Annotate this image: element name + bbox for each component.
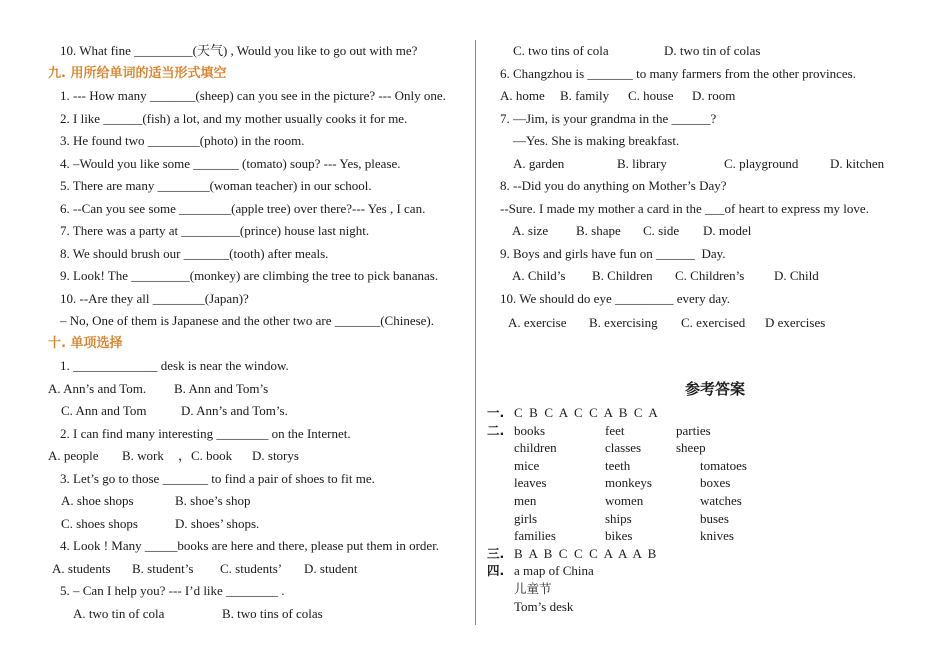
option: A. people — [48, 448, 99, 463]
option: D. Child — [774, 268, 819, 283]
answer-label: 四. — [487, 563, 505, 579]
answer-word: classes — [605, 440, 642, 456]
answer-text: a map of China — [514, 563, 594, 579]
answer-word: leaves — [514, 475, 547, 491]
options-row — [500, 85, 910, 108]
option: D exercises — [765, 315, 826, 330]
question-line: 5. There are many ________(woman teacher) in our school. — [60, 178, 372, 193]
option: D. storys — [252, 448, 299, 463]
answer-word: buses — [700, 510, 729, 526]
answer-row — [487, 562, 910, 580]
option: D. room — [692, 88, 736, 103]
option: C. house — [628, 88, 674, 103]
options-row — [48, 513, 468, 536]
option: A. size — [512, 223, 549, 238]
answer-text: 儿童节 — [514, 580, 552, 596]
option: B. shoe’s shop — [175, 493, 251, 508]
answer-word: children — [514, 440, 557, 456]
option: C. two tins of cola — [513, 43, 609, 58]
option: B. Ann and Tom’s — [174, 380, 269, 396]
section-10-title: 十. 单项选择 — [48, 335, 123, 351]
question-line: 7. —Jim, is your grandma in the ______? — [500, 110, 717, 126]
option: A. shoe shops — [61, 493, 134, 508]
answer-word: knives — [700, 528, 734, 544]
answer-word: women — [605, 492, 644, 508]
options-row — [48, 558, 468, 581]
question-line: 2. I can find many interesting ________ on the Internet. — [60, 425, 351, 441]
answer-row — [487, 598, 910, 616]
option: B. exercising — [589, 315, 658, 330]
column-divider — [475, 40, 476, 625]
question-line: 6. --Can you see some ________(apple tree) over there?--- Yes , I can. — [60, 200, 426, 216]
answer-label: 三. — [487, 545, 505, 561]
answer-word: mice — [514, 457, 540, 473]
answer-word: families — [514, 528, 556, 544]
option: B. work — [122, 448, 164, 463]
option: D. Ann’s and Tom’s. — [181, 403, 288, 418]
option: C. playground — [724, 155, 799, 171]
answer-word: teeth — [605, 457, 631, 473]
question-line: 3. Let’s go to those _______ to find a pair of shoes to fit me. — [60, 470, 375, 486]
answer-key — [487, 404, 910, 615]
option: C. side — [643, 223, 680, 238]
answer-word: books — [514, 422, 546, 438]
right-column — [487, 40, 910, 615]
options-row — [500, 265, 910, 288]
option: A. Child’s — [512, 268, 566, 283]
section-9-title: 九. 用所给单词的适当形式填空 — [48, 65, 227, 81]
question-line: —Yes. She is making breakfast. — [513, 133, 680, 148]
option: D. shoes’ shops. — [175, 515, 260, 531]
question-line: 6. Changzhou is _______ to many farmers from the other provinces. — [500, 65, 856, 81]
question-line: 5. – Can I help you? --- I’d like ________ . — [60, 583, 285, 598]
answer-row — [487, 527, 910, 545]
question-line: --Sure. I made my mother a card in the ___of heart to express my love. — [500, 200, 869, 216]
options-row — [500, 153, 910, 176]
option: A. students — [52, 560, 111, 576]
answer-row — [487, 404, 910, 422]
answer-word: tomatoes — [700, 457, 747, 473]
options-row — [48, 490, 468, 513]
answer-label: 一. — [487, 405, 505, 420]
answer-word: monkeys — [605, 475, 652, 491]
left-column — [48, 40, 468, 625]
options-row — [48, 378, 468, 401]
answer-row — [487, 422, 910, 440]
answer-row — [487, 457, 910, 475]
question-line: – No, One of them is Japanese and the other two are _______(Chinese). — [60, 313, 435, 328]
question-line: 10. --Are they all ________(Japan)? — [60, 290, 249, 306]
options-row — [48, 603, 468, 626]
question-line: 4. –Would you like some _______ (tomato) soup? --- Yes, please. — [60, 155, 401, 171]
answer-word: bikes — [605, 528, 633, 544]
answer-word: ships — [605, 510, 632, 526]
answer-word: boxes — [700, 475, 731, 491]
question-line: 7. There was a party at _________(prince) house last night. — [60, 223, 370, 238]
answer-row — [487, 439, 910, 457]
question-line: 2. I like ______(fish) a lot, and my mother usually cooks it for me. — [60, 110, 408, 126]
option: A. Ann’s and Tom. — [48, 380, 147, 396]
answer-text: C B C A C C A B C A — [514, 405, 658, 420]
option: B. two tins of colas — [222, 605, 323, 621]
answer-row — [487, 580, 910, 598]
option: C. Ann and Tom — [61, 403, 147, 418]
answer-text: Tom’s desk — [514, 598, 574, 614]
option: A. home — [500, 88, 545, 103]
option: B. library — [617, 155, 667, 171]
question-line: 4. Look ! Many _____books are here and there, please put them in order. — [60, 538, 440, 553]
question-line: 10. What fine _________(天气) , Would you like to go out with me? — [60, 43, 418, 58]
options-row — [48, 445, 468, 468]
question-line: 9. Boys and girls have fun on ______ Day. — [500, 245, 726, 261]
answer-word: parties — [676, 422, 711, 438]
option: B. family — [560, 88, 610, 103]
option: A. exercise — [508, 315, 567, 330]
option: C. exercised — [681, 315, 746, 330]
option: B. student’s — [132, 560, 194, 576]
answer-word: feet — [605, 422, 625, 438]
question-line: 1. --- How many _______(sheep) can you see in the picture? --- Only one. — [60, 88, 446, 103]
answer-word: men — [514, 492, 537, 508]
option: ，C. book — [178, 448, 233, 463]
question-line: 1. _____________ desk is near the window. — [60, 358, 289, 373]
option: D. kitchen — [830, 155, 885, 171]
option: A. two tin of cola — [73, 605, 165, 621]
option: A. garden — [513, 155, 565, 171]
answer-label: 二. — [487, 422, 505, 438]
answers-title: 参考答案 — [684, 380, 745, 398]
option: D. model — [703, 223, 752, 238]
option: B. Children — [592, 268, 653, 283]
options-row — [500, 40, 910, 63]
answer-row — [487, 510, 910, 528]
answer-text: B A B C C C A A A B — [514, 545, 657, 561]
options-row — [500, 310, 910, 335]
answer-word: girls — [514, 510, 538, 526]
answer-row — [487, 474, 910, 492]
question-line: 8. --Did you do anything on Mother’s Day? — [500, 178, 727, 193]
answer-row — [487, 545, 910, 563]
option: B. shape — [576, 223, 621, 238]
answer-row — [487, 492, 910, 510]
option: D. student — [304, 560, 358, 576]
option: C. students’ — [220, 560, 283, 576]
option: D. two tin of colas — [664, 43, 761, 58]
option: C. Children’s — [675, 268, 745, 283]
options-row — [48, 400, 468, 423]
question-line: 9. Look! The _________(monkey) are climbing the tree to pick bananas. — [60, 268, 439, 283]
question-line: 8. We should brush our _______(tooth) after meals. — [60, 245, 329, 261]
option: C. shoes shops — [61, 515, 138, 531]
question-line: 3. He found two ________(photo) in the room. — [60, 133, 305, 148]
question-line: 10. We should do eye _________ every day. — [500, 290, 731, 306]
answer-word: sheep — [676, 440, 706, 456]
options-row — [500, 220, 910, 243]
answer-word: watches — [700, 492, 742, 508]
